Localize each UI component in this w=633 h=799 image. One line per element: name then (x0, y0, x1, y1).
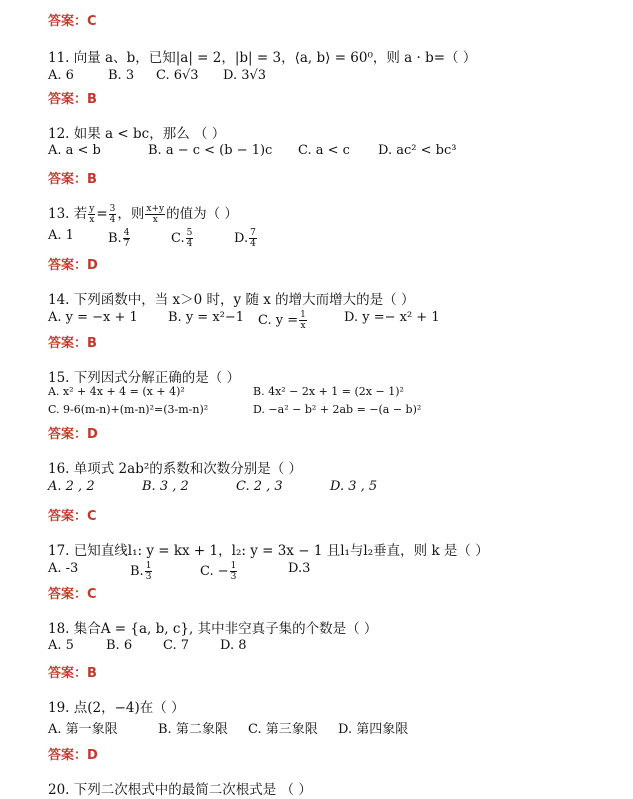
answer-16 (48, 505, 97, 524)
stem-text: 的值为（ ） (166, 206, 238, 222)
option-b: B. 3 (108, 68, 135, 83)
denominator: 4 (250, 239, 256, 249)
option-d: D. 第四象限 (338, 722, 409, 737)
option-label: C. y = (258, 313, 299, 328)
question-19-stem: 19. 点(2，−4)在（ ） (48, 700, 185, 716)
option-b: B. 6 (106, 638, 133, 653)
numerator: 4 (123, 228, 130, 238)
option-a: A. a < b (48, 143, 101, 158)
answer-label: 答案： (48, 14, 88, 29)
answer-value: B (87, 172, 97, 187)
option-c: C. 2 , 3 (236, 479, 283, 494)
numerator: x+y (146, 204, 165, 214)
option-c: C. 6√3 (156, 68, 199, 83)
answer-top (48, 10, 97, 29)
answer-19 (48, 744, 98, 763)
option-b (130, 561, 153, 582)
question-13-stem (48, 202, 238, 225)
option-b (168, 310, 244, 325)
answer-label: 答案： (48, 587, 88, 602)
option-a: A. 6 (48, 68, 74, 83)
option-label: D.3 (288, 561, 311, 576)
stem-text: 13. 若 (48, 206, 88, 222)
option-label: A. 1 (48, 228, 74, 243)
option-a (48, 310, 138, 325)
question-14-stem: 14. 下列函数中，当 x＞0 时，y 随 x 的增大而增大的是（ ） (48, 292, 415, 308)
option-a: A. 5 (48, 638, 74, 653)
answer-13 (48, 254, 98, 273)
option-a: A. x² + 4x + 4 = (x + 4)² (48, 385, 185, 398)
answer-label: 答案： (48, 748, 88, 763)
answer-12 (48, 168, 97, 187)
option-a (48, 561, 78, 576)
numerator: 1 (300, 310, 306, 320)
answer-value: B (87, 666, 97, 681)
option-label: B. (130, 564, 144, 579)
denominator: x (89, 215, 95, 225)
option-label: C. (171, 231, 185, 246)
answer-label: 答案： (48, 427, 88, 442)
option-a: A. 第一象限 (48, 722, 118, 737)
denominator: 4 (109, 215, 116, 225)
option-b (108, 228, 131, 249)
answer-value: D (87, 748, 98, 763)
fraction (145, 561, 153, 582)
option-d: D. 8 (220, 638, 247, 653)
answer-label: 答案： (48, 336, 88, 351)
fraction (145, 204, 165, 225)
option-label: A. y = −x + 1 (48, 310, 138, 325)
option-d: D. −a² − b² + 2ab = −(a − b)² (253, 403, 422, 416)
numerator: 5 (186, 228, 193, 238)
answer-18 (48, 662, 97, 681)
question-11-stem: 11. 向量 a、b，已知|a| = 2，|b| = 3，⟨a, b⟩ = 60⁰，则 a · b=（ ） (48, 50, 477, 66)
option-b: B. 第二象限 (158, 722, 228, 737)
denominator: x (300, 321, 306, 331)
answer-value: B (87, 336, 97, 351)
fraction (230, 561, 238, 582)
option-d: D. ac² < bc³ (378, 143, 457, 158)
option-c (200, 561, 238, 582)
option-label: B. y = x²−1 (168, 310, 245, 325)
question-20-stem: 20. 下列二次根式中的最简二次根式是 （ ） (48, 782, 312, 798)
answer-label: 答案： (48, 509, 88, 524)
option-a: A. 2 , 2 (48, 479, 95, 494)
option-d (288, 561, 310, 576)
option-c: C. 9-6(m-n)+(m-n)²=(3-m-n)² (48, 403, 209, 416)
option-label: D. (234, 231, 249, 246)
answer-value: C (87, 14, 97, 29)
fraction (249, 228, 257, 249)
option-d (234, 228, 258, 249)
answer-value: B (87, 92, 97, 107)
option-b: B. 4x² − 2x + 1 = (2x − 1)² (253, 385, 404, 398)
denominator: 4 (186, 239, 193, 249)
fraction (88, 204, 95, 225)
question-18-stem: 18. 集合A = {a, b, c}, 其中非空真子集的个数是（ ） (48, 621, 378, 637)
question-17-stem: 17. 已知直线l₁: y = kx + 1，l₂: y = 3x − 1 且l₁与l₂垂直，则 k 是（ ） (48, 543, 489, 559)
numerator: 3 (109, 204, 116, 214)
answer-value: C (87, 587, 97, 602)
answer-15 (48, 423, 98, 442)
answer-14 (48, 332, 97, 351)
numerator: 1 (230, 561, 237, 571)
option-a (48, 228, 74, 243)
option-b: B. 3 , 2 (142, 479, 189, 494)
answer-17 (48, 583, 97, 602)
stem-text: = (96, 206, 108, 222)
denominator: 7 (123, 239, 130, 249)
answer-label: 答案： (48, 666, 88, 681)
numerator: 7 (250, 228, 256, 238)
fraction (109, 204, 117, 225)
option-label: D. y =− x² + 1 (344, 310, 440, 325)
denominator: 3 (230, 572, 237, 582)
answer-value: D (87, 427, 98, 442)
question-15-stem: 15. 下列因式分解正确的是（ ） (48, 370, 241, 386)
stem-text: ，则 (117, 206, 145, 222)
numerator: 1 (145, 561, 152, 571)
option-label: A. -3 (48, 561, 79, 576)
option-c: C. 7 (163, 638, 190, 653)
fraction (186, 228, 194, 249)
option-d: D. 3 , 5 (330, 479, 378, 494)
fraction (299, 310, 307, 331)
option-d: D. 3√3 (223, 68, 267, 83)
option-label: B. (108, 231, 122, 246)
answer-label: 答案： (48, 172, 88, 187)
option-b: B. a − c < (b − 1)c (148, 143, 273, 158)
option-d (344, 310, 440, 325)
answer-11 (48, 88, 97, 107)
answer-value: C (87, 509, 97, 524)
option-label: C. − (200, 564, 229, 579)
question-16-stem: 16. 单项式 2ab²的系数和次数分别是（ ） (48, 461, 303, 477)
denominator: 3 (145, 572, 152, 582)
answer-value: D (87, 258, 98, 273)
denominator: x (152, 215, 158, 225)
question-12-stem: 12. 如果 a < bc，那么 （ ） (48, 126, 226, 142)
option-c: C. 第三象限 (248, 722, 318, 737)
numerator: y (89, 204, 95, 214)
fraction (123, 228, 131, 249)
answer-label: 答案： (48, 258, 88, 273)
option-c (258, 310, 308, 331)
option-c: C. a < c (298, 143, 350, 158)
answer-label: 答案： (48, 92, 88, 107)
option-c (171, 228, 194, 249)
